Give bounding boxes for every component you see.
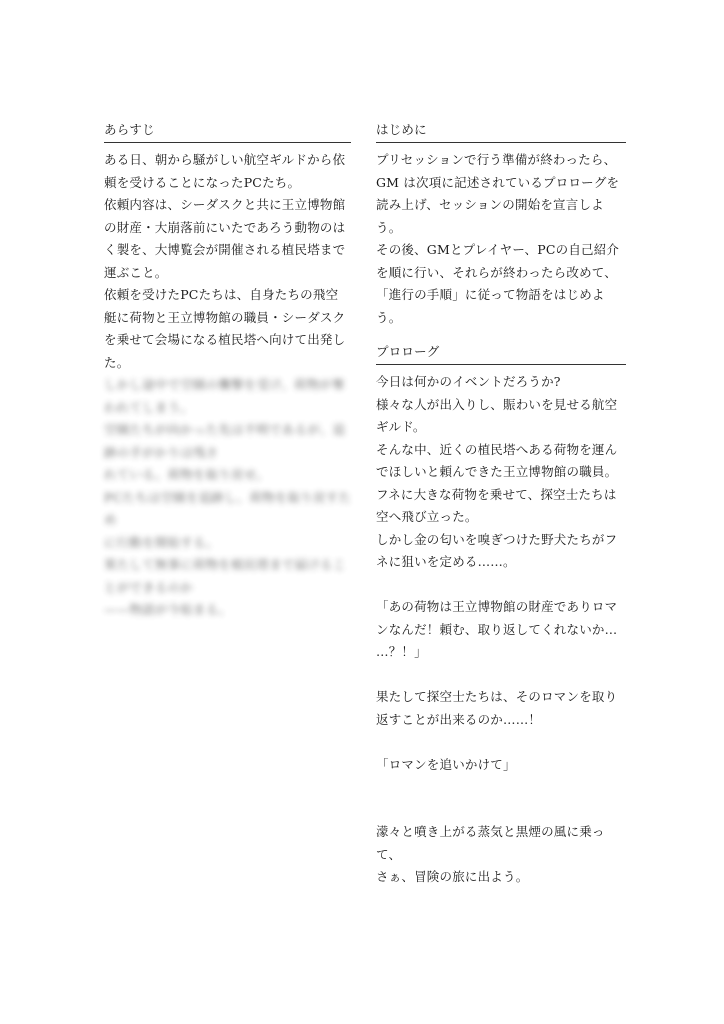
- prologue-line: …？！」: [376, 644, 427, 659]
- prologue-line: 果たして探空士たちは、そのロマンを取り: [376, 689, 618, 704]
- synopsis-line: 依頼を受けたPCたちは、自身たちの飛空: [104, 287, 339, 302]
- prologue-line: でほしいと頼んできた王立博物館の職員。: [376, 464, 618, 479]
- prologue-line: 「あの荷物は王立博物館の財産でありロマ: [376, 599, 618, 614]
- synopsis-line: ある日、朝から騒がしい航空ギルドから依: [104, 152, 346, 167]
- prologue-line: 返すことが出来るのか……！: [376, 711, 542, 727]
- prologue-line: ネに狙いを定める……。: [376, 554, 516, 569]
- prologue-line: そんな中、近くの植民塔へある荷物を運ん: [376, 441, 618, 457]
- synopsis-line: く製を、大博覧会が開催される植民塔まで: [104, 242, 346, 257]
- intro-body: [376, 149, 626, 329]
- synopsis-blurred-line: しかし途中で空賊の襲撃を受け、荷物が奪われてしまう。: [104, 377, 345, 415]
- blank-line: [376, 574, 626, 597]
- prologue-line: ンなんだ！頼む、取り返してくれないか…: [376, 621, 618, 637]
- synopsis-line: た。: [104, 354, 130, 370]
- intro-line: その後、GMとプレイヤー、PCの自己紹介: [376, 242, 620, 257]
- synopsis-line: を乗せて会場になる植民塔へ向けて出発し: [104, 332, 346, 347]
- prologue-line: 空へ飛び立った。: [376, 509, 478, 524]
- prologue-line: 様々な人が出入りし、賑わいを見せる航空: [376, 396, 618, 412]
- synopsis-blurred-line: ——物語が今始まる。: [104, 602, 232, 617]
- synopsis-body: [104, 149, 351, 374]
- synopsis-line: 依頼内容は、シーダスクと共に王立博物館: [104, 197, 346, 212]
- synopsis-blurred-line: れている。荷物を取り戻せ。: [104, 467, 269, 482]
- synopsis-line: 頼を受けることになったPCたち。: [104, 174, 301, 190]
- prologue-line: 「ロマンを追いかけて」: [376, 756, 516, 772]
- intro-heading: はじめに: [376, 122, 626, 143]
- prologue-section: [376, 344, 626, 889]
- intro-line: 「進行の手順」に従って物語をはじめよう。: [376, 287, 605, 325]
- intro-line: プリセッションで行う準備が終わったら、: [376, 152, 617, 167]
- synopsis-blurred-line: PCたちは空賊を追跡し、荷物を取り戻すため: [104, 489, 351, 527]
- intro-line: を順に行い、それらが終わったら改めて、: [376, 264, 617, 280]
- blank-line: [376, 776, 626, 799]
- synopsis-heading: あらすじ: [104, 122, 351, 143]
- intro-line: 読み上げ、セッションの開始を宣言しよう。: [376, 197, 604, 235]
- blank-line: [376, 731, 626, 754]
- intro-section: [376, 122, 626, 329]
- prologue-line: しかし金の匂いを嗅ぎつけた野犬たちがフ: [376, 531, 618, 547]
- blank-line: [376, 799, 626, 822]
- prologue-line: 濛々と噴き上がる蒸気と黒煙の風に乗って、: [376, 824, 605, 862]
- prologue-line: ギルド。: [376, 419, 426, 434]
- synopsis-section: [104, 122, 351, 622]
- prologue-line: フネに大きな荷物を乗せて、探空士たちは: [376, 486, 617, 502]
- prologue-line: さぁ、冒険の旅に出よう。: [376, 869, 529, 884]
- synopsis-blurred-line: 果たして無事に荷物を植民塔まで届けることができるのか: [104, 557, 346, 595]
- prologue-body: [376, 371, 626, 889]
- synopsis-line: の財産・大崩落前にいたであろう動物のは: [104, 219, 346, 235]
- prologue-line: 今日は何かのイベントだろうか?: [376, 374, 561, 389]
- synopsis-blurred-line: 空賊たちが向かった先は不明であるが、追跡の手がかりは残さ: [104, 422, 346, 460]
- synopsis-blurred-line: に行動を開始する。: [104, 534, 219, 550]
- synopsis-line: 運ぶこと。: [104, 264, 168, 280]
- intro-line: GM は次項に記述されているプロローグを: [376, 174, 620, 190]
- prologue-heading: プロローグ: [376, 344, 626, 365]
- synopsis-line: 艇に荷物と王立博物館の職員・シーダスク: [104, 309, 346, 325]
- blank-line: [376, 664, 626, 687]
- synopsis-blurred-text: [104, 374, 351, 622]
